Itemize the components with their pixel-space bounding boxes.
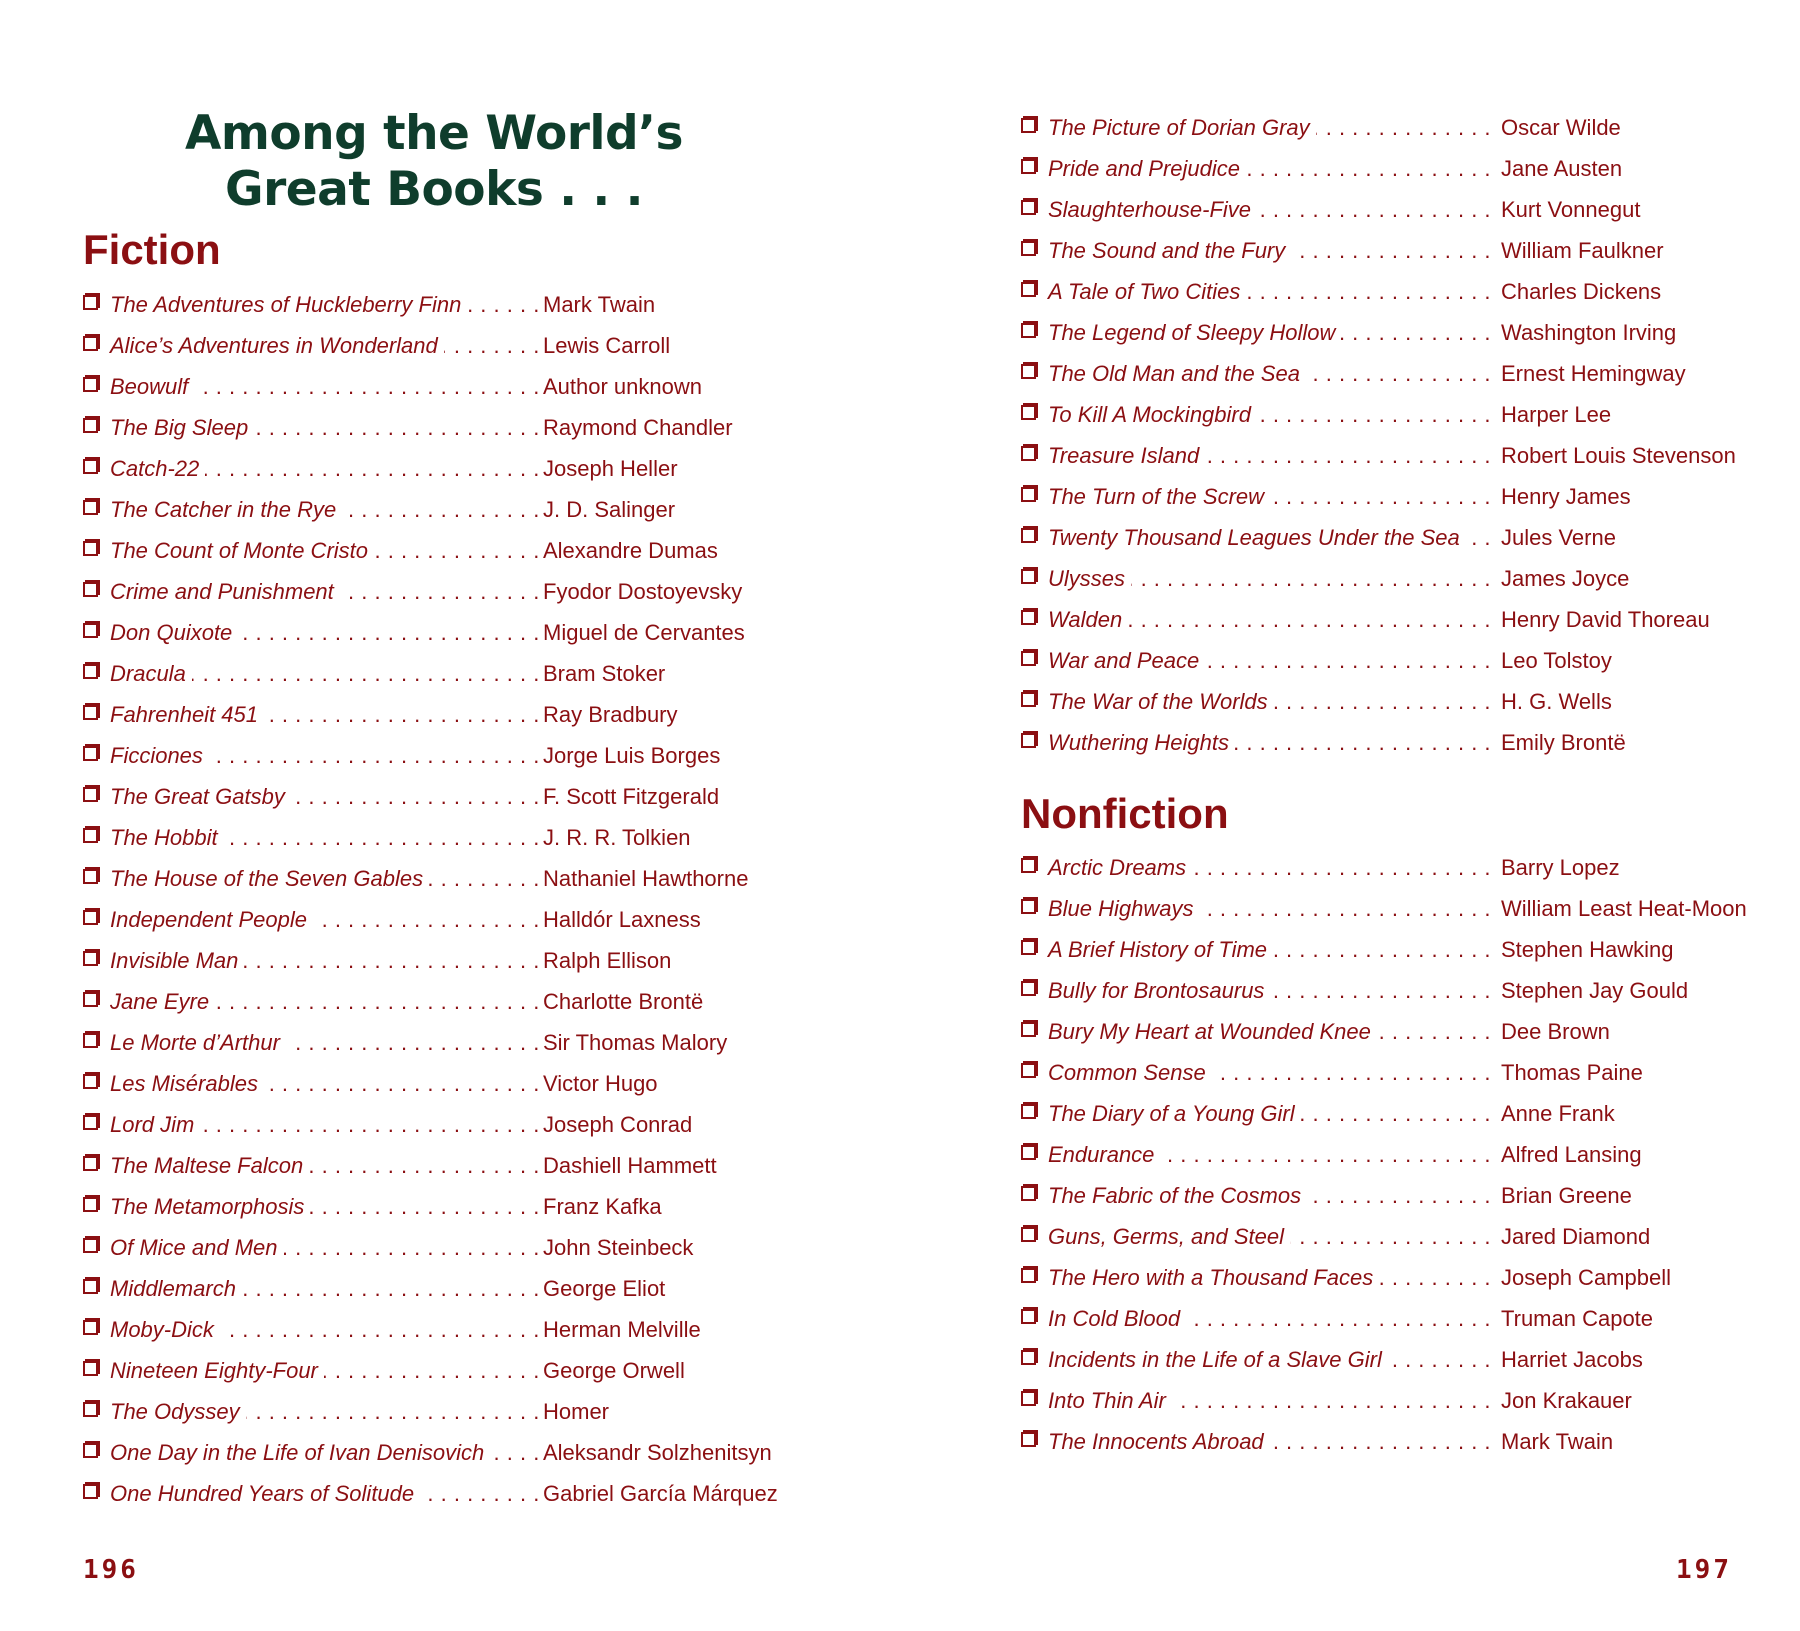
book-author: Nathaniel Hawthorne — [540, 858, 748, 899]
book-row — [83, 776, 783, 817]
book-title: Bully for Brontosaurus — [1048, 970, 1270, 1011]
book-row — [83, 1063, 783, 1104]
book-title: The Picture of Dorian Gray — [1048, 107, 1316, 148]
book-title: One Hundred Years of Solitude — [110, 1473, 420, 1514]
book-row — [83, 530, 783, 571]
book-author: James Joyce — [1498, 558, 1629, 599]
checkbox-icon[interactable] — [1021, 1104, 1036, 1119]
checkbox-icon[interactable] — [83, 500, 98, 515]
book-title: Common Sense — [1048, 1052, 1212, 1093]
checkbox-icon[interactable] — [1021, 1268, 1036, 1283]
book-author: Mark Twain — [1498, 1421, 1613, 1462]
book-title: In Cold Blood — [1048, 1298, 1186, 1339]
book-row — [1021, 558, 1721, 599]
book-title: Le Morte d’Arthur — [110, 1022, 286, 1063]
book-row — [83, 1104, 783, 1145]
book-title: The War of the Worlds — [1048, 681, 1274, 722]
book-row — [1021, 312, 1721, 353]
checkbox-icon[interactable] — [1021, 282, 1036, 297]
book-title: The Count of Monte Cristo — [110, 530, 374, 571]
book-row — [1021, 517, 1721, 558]
checkbox-icon[interactable] — [83, 910, 98, 925]
book-row — [83, 325, 783, 366]
checkbox-icon[interactable] — [83, 1238, 98, 1253]
checkbox-icon[interactable] — [83, 459, 98, 474]
checkbox-icon[interactable] — [1021, 405, 1036, 420]
book-author: Truman Capote — [1498, 1298, 1653, 1339]
checkbox-icon[interactable] — [1021, 651, 1036, 666]
book-title: One Day in the Life of Ivan Denisovich — [110, 1432, 490, 1473]
book-row — [1021, 1216, 1721, 1257]
checkbox-icon[interactable] — [83, 992, 98, 1007]
book-row — [1021, 476, 1721, 517]
book-row — [1021, 107, 1721, 148]
checkbox-icon[interactable] — [83, 541, 98, 556]
checkbox-icon[interactable] — [1021, 1022, 1036, 1037]
checkbox-icon[interactable] — [1021, 487, 1036, 502]
checkbox-icon[interactable] — [1021, 200, 1036, 215]
book-author: Stephen Jay Gould — [1498, 970, 1688, 1011]
book-author: Kurt Vonnegut — [1498, 189, 1640, 230]
book-author: Dee Brown — [1498, 1011, 1610, 1052]
book-row — [83, 1432, 783, 1473]
checkbox-icon[interactable] — [1021, 1432, 1036, 1447]
book-author: George Orwell — [540, 1350, 685, 1391]
book-row — [83, 1391, 783, 1432]
book-title: Don Quixote — [110, 612, 238, 653]
book-author: Stephen Hawking — [1498, 929, 1673, 970]
page-title-line-2: Great Books . . . — [225, 162, 643, 217]
book-title: Beowulf — [110, 366, 194, 407]
book-title: Slaughterhouse-Five — [1048, 189, 1257, 230]
book-title: War and Peace — [1048, 640, 1205, 681]
book-author: John Steinbeck — [540, 1227, 693, 1268]
book-title: The Metamorphosis — [110, 1186, 310, 1227]
book-row — [83, 899, 783, 940]
checkbox-icon[interactable] — [1021, 1350, 1036, 1365]
checkbox-icon[interactable] — [83, 869, 98, 884]
book-row — [83, 653, 783, 694]
book-title: Treasure Island — [1048, 435, 1205, 476]
checkbox-icon[interactable] — [83, 1443, 98, 1458]
book-row — [1021, 353, 1721, 394]
book-author: Halldór Laxness — [540, 899, 701, 940]
book-title: Alice’s Adventures in Wonderland — [110, 325, 444, 366]
checkbox-icon[interactable] — [83, 664, 98, 679]
book-title: Middlemarch — [110, 1268, 242, 1309]
book-row — [83, 1268, 783, 1309]
book-row — [1021, 929, 1721, 970]
book-author: Herman Melville — [540, 1309, 701, 1350]
book-row — [1021, 599, 1721, 640]
checkbox-icon[interactable] — [1021, 241, 1036, 256]
book-row — [1021, 1298, 1721, 1339]
book-title: Pride and Prejudice — [1048, 148, 1246, 189]
book-row — [1021, 847, 1721, 888]
book-author: Anne Frank — [1498, 1093, 1615, 1134]
book-author: Alfred Lansing — [1498, 1134, 1642, 1175]
book-author: Leo Tolstoy — [1498, 640, 1612, 681]
page-number-right: 197 — [1676, 1555, 1732, 1585]
checkbox-icon[interactable] — [83, 1033, 98, 1048]
checkbox-icon[interactable] — [1021, 692, 1036, 707]
book-author: Ralph Ellison — [540, 940, 671, 981]
book-author: Homer — [540, 1391, 609, 1432]
checkbox-icon[interactable] — [1021, 118, 1036, 133]
checkbox-icon[interactable] — [1021, 323, 1036, 338]
checkbox-icon[interactable] — [1021, 1063, 1036, 1078]
book-title: Les Misérables — [110, 1063, 264, 1104]
book-row — [83, 612, 783, 653]
checkbox-icon[interactable] — [83, 295, 98, 310]
book-row — [1021, 1339, 1721, 1380]
book-row — [1021, 1175, 1721, 1216]
checkbox-icon[interactable] — [1021, 569, 1036, 584]
book-title: The Legend of Sleepy Hollow — [1048, 312, 1341, 353]
book-author: Miguel de Cervantes — [540, 612, 745, 653]
book-row — [1021, 271, 1721, 312]
checkbox-icon[interactable] — [83, 336, 98, 351]
checkbox-icon[interactable] — [83, 1074, 98, 1089]
book-author: Charles Dickens — [1498, 271, 1661, 312]
book-row — [83, 694, 783, 735]
book-title: The Big Sleep — [110, 407, 254, 448]
book-row — [83, 489, 783, 530]
book-author: Bram Stoker — [540, 653, 665, 694]
book-row — [1021, 1257, 1721, 1298]
book-row — [83, 940, 783, 981]
book-title: The Fabric of the Cosmos — [1048, 1175, 1307, 1216]
book-row — [1021, 1380, 1721, 1421]
book-author: Henry James — [1498, 476, 1631, 517]
nonfiction-list — [1021, 847, 1747, 1462]
book-row — [83, 284, 783, 325]
book-title: The Maltese Falcon — [110, 1145, 309, 1186]
checkbox-icon[interactable] — [83, 787, 98, 802]
book-row — [83, 1022, 783, 1063]
book-author: Emily Brontë — [1498, 722, 1626, 763]
checkbox-icon[interactable] — [83, 623, 98, 638]
book-row — [1021, 394, 1721, 435]
book-row — [1021, 1052, 1721, 1093]
book-title: The Innocents Abroad — [1048, 1421, 1270, 1462]
checkbox-icon[interactable] — [1021, 899, 1036, 914]
checkbox-icon[interactable] — [1021, 364, 1036, 379]
book-row — [1021, 148, 1721, 189]
page-number-left: 196 — [83, 1555, 139, 1585]
book-author: William Least Heat-Moon — [1498, 888, 1747, 929]
page-title — [84, 106, 784, 218]
book-title: Into Thin Air — [1048, 1380, 1172, 1421]
book-author: Lewis Carroll — [540, 325, 670, 366]
book-row — [1021, 435, 1736, 476]
book-title: Nineteen Eighty-Four — [110, 1350, 324, 1391]
book-title: Jane Eyre — [110, 981, 215, 1022]
fiction-list-right — [1021, 107, 1736, 763]
book-row — [83, 571, 783, 612]
checkbox-icon[interactable] — [1021, 610, 1036, 625]
book-author: Dashiell Hammett — [540, 1145, 717, 1186]
book-author: Fyodor Dostoyevsky — [540, 571, 742, 612]
book-row — [1021, 970, 1721, 1011]
book-title: Ulysses — [1048, 558, 1131, 599]
book-title: Arctic Dreams — [1048, 847, 1192, 888]
checkbox-icon[interactable] — [83, 1197, 98, 1212]
checkbox-icon[interactable] — [83, 1402, 98, 1417]
book-title: Blue Highways — [1048, 888, 1200, 929]
book-author: Mark Twain — [540, 284, 655, 325]
book-title: Twenty Thousand Leagues Under the Sea — [1048, 517, 1466, 558]
book-row — [1021, 1134, 1721, 1175]
book-title: The Odyssey — [110, 1391, 246, 1432]
book-title: The Catcher in the Rye — [110, 489, 342, 530]
book-title: The House of the Seven Gables — [110, 858, 429, 899]
book-row — [83, 1473, 783, 1514]
checkbox-icon[interactable] — [83, 1156, 98, 1171]
book-author: William Faulkner — [1498, 230, 1664, 271]
book-author: Alexandre Dumas — [540, 530, 718, 571]
book-row — [1021, 1093, 1721, 1134]
right-page — [900, 0, 1800, 1631]
book-row — [1021, 888, 1747, 929]
checkbox-icon[interactable] — [83, 1320, 98, 1335]
book-title: Wuthering Heights — [1048, 722, 1235, 763]
book-row — [83, 858, 783, 899]
book-row — [83, 1227, 783, 1268]
checkbox-icon[interactable] — [1021, 1227, 1036, 1242]
book-row — [83, 1186, 783, 1227]
book-title: Catch-22 — [110, 448, 205, 489]
book-author: Brian Greene — [1498, 1175, 1632, 1216]
book-title: The Diary of a Young Girl — [1048, 1093, 1301, 1134]
book-title: Endurance — [1048, 1134, 1160, 1175]
book-author: Harper Lee — [1498, 394, 1611, 435]
checkbox-icon[interactable] — [1021, 446, 1036, 461]
checkbox-icon[interactable] — [83, 828, 98, 843]
checkbox-icon[interactable] — [1021, 1145, 1036, 1160]
book-author: Barry Lopez — [1498, 847, 1620, 888]
checkbox-icon[interactable] — [83, 705, 98, 720]
book-title: Crime and Punishment — [110, 571, 340, 612]
book-title: Independent People — [110, 899, 313, 940]
book-title: Dracula — [110, 653, 192, 694]
checkbox-icon[interactable] — [1021, 528, 1036, 543]
book-author: Sir Thomas Malory — [540, 1022, 727, 1063]
checkbox-icon[interactable] — [83, 951, 98, 966]
book-author: F. Scott Fitzgerald — [540, 776, 719, 817]
checkbox-icon[interactable] — [1021, 159, 1036, 174]
book-row — [83, 1145, 783, 1186]
book-author: Robert Louis Stevenson — [1498, 435, 1736, 476]
book-title: Ficciones — [110, 735, 209, 776]
book-title: Incidents in the Life of a Slave Girl — [1048, 1339, 1388, 1380]
book-author: Author unknown — [540, 366, 702, 407]
book-row — [1021, 681, 1721, 722]
book-author: Ernest Hemingway — [1498, 353, 1686, 394]
book-title: Bury My Heart at Wounded Knee — [1048, 1011, 1377, 1052]
book-title: Moby-Dick — [110, 1309, 220, 1350]
book-row — [1021, 189, 1721, 230]
book-title: The Old Man and the Sea — [1048, 353, 1306, 394]
checkbox-icon[interactable] — [1021, 1391, 1036, 1406]
book-author: Oscar Wilde — [1498, 107, 1621, 148]
book-title: A Brief History of Time — [1048, 929, 1273, 970]
book-title: Guns, Germs, and Steel — [1048, 1216, 1290, 1257]
book-title: The Turn of the Screw — [1048, 476, 1270, 517]
book-author: Gabriel García Márquez — [540, 1473, 778, 1514]
book-title: Of Mice and Men — [110, 1227, 284, 1268]
book-author: Joseph Conrad — [540, 1104, 692, 1145]
book-title: Fahrenheit 451 — [110, 694, 264, 735]
checkbox-icon[interactable] — [1021, 733, 1036, 748]
book-author: George Eliot — [540, 1268, 665, 1309]
checkbox-icon[interactable] — [83, 1115, 98, 1130]
book-row — [83, 1350, 783, 1391]
checkbox-icon[interactable] — [1021, 940, 1036, 955]
book-author: Jules Verne — [1498, 517, 1616, 558]
book-row — [83, 366, 783, 407]
book-author: Jorge Luis Borges — [540, 735, 720, 776]
checkbox-icon[interactable] — [1021, 858, 1036, 873]
book-row — [83, 981, 783, 1022]
book-title: Lord Jim — [110, 1104, 200, 1145]
book-author: Aleksandr Solzhenitsyn — [540, 1432, 772, 1473]
checkbox-icon[interactable] — [83, 746, 98, 761]
fiction-list-left — [83, 284, 783, 1514]
book-author: Victor Hugo — [540, 1063, 658, 1104]
book-author: Charlotte Brontë — [540, 981, 703, 1022]
book-author: Jon Krakauer — [1498, 1380, 1632, 1421]
book-author: Franz Kafka — [540, 1186, 662, 1227]
book-title: The Hobbit — [110, 817, 224, 858]
book-title: The Hero with a Thousand Faces — [1048, 1257, 1379, 1298]
book-author: Raymond Chandler — [540, 407, 733, 448]
book-row — [1021, 230, 1721, 271]
checkbox-icon[interactable] — [83, 1484, 98, 1499]
checkbox-icon[interactable] — [83, 1361, 98, 1376]
book-author: H. G. Wells — [1498, 681, 1612, 722]
book-title: A Tale of Two Cities — [1048, 271, 1246, 312]
book-author: Ray Bradbury — [540, 694, 678, 735]
book-row — [1021, 722, 1721, 763]
book-title: The Great Gatsby — [110, 776, 291, 817]
book-row — [83, 817, 783, 858]
book-author: Jane Austen — [1498, 148, 1622, 189]
checkbox-icon[interactable] — [83, 582, 98, 597]
book-title: Walden — [1048, 599, 1128, 640]
book-row — [83, 448, 783, 489]
checkbox-icon[interactable] — [1021, 981, 1036, 996]
book-author: J. R. R. Tolkien — [540, 817, 691, 858]
book-row — [83, 1309, 783, 1350]
book-author: Washington Irving — [1498, 312, 1676, 353]
nonfiction-heading: Nonfiction — [1021, 790, 1229, 837]
book-author: Jared Diamond — [1498, 1216, 1650, 1257]
book-title: The Adventures of Huckleberry Finn — [110, 284, 467, 325]
book-row — [83, 735, 783, 776]
book-author: Joseph Heller — [540, 448, 678, 489]
book-row — [83, 407, 783, 448]
book-author: Harriet Jacobs — [1498, 1339, 1643, 1380]
book-title: To Kill A Mockingbird — [1048, 394, 1257, 435]
checkbox-icon[interactable] — [1021, 1309, 1036, 1324]
book-author: Joseph Campbell — [1498, 1257, 1671, 1298]
checkbox-icon[interactable] — [83, 377, 98, 392]
book-row — [1021, 640, 1721, 681]
checkbox-icon[interactable] — [1021, 1186, 1036, 1201]
book-title: Invisible Man — [110, 940, 244, 981]
book-author: Thomas Paine — [1498, 1052, 1643, 1093]
book-author: J. D. Salinger — [540, 489, 675, 530]
book-row — [1021, 1421, 1721, 1462]
checkbox-icon[interactable] — [83, 1279, 98, 1294]
page-title-line-1: Among the World’s — [185, 106, 683, 161]
fiction-heading: Fiction — [83, 226, 221, 273]
book-title: The Sound and the Fury — [1048, 230, 1291, 271]
book-author: Henry David Thoreau — [1498, 599, 1710, 640]
book-row — [1021, 1011, 1721, 1052]
checkbox-icon[interactable] — [83, 418, 98, 433]
